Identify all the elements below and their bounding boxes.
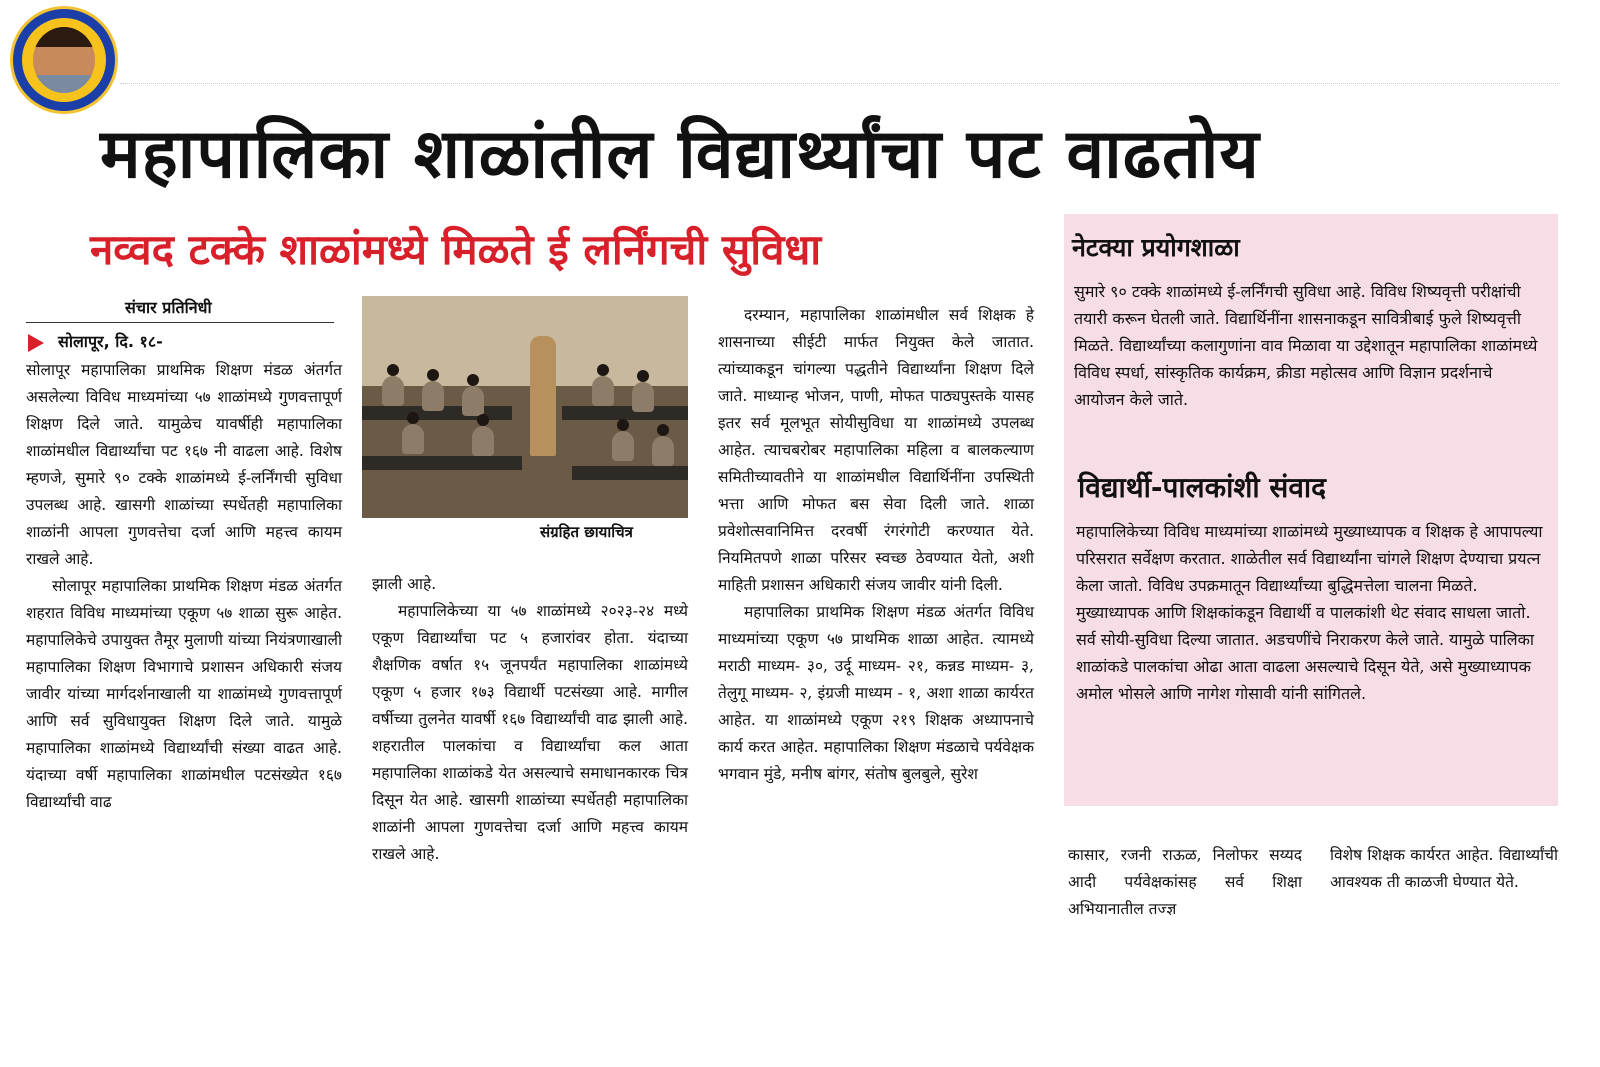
paragraph: झाली आहे. xyxy=(372,575,437,593)
photo-caption: संग्रहित छायाचित्र xyxy=(540,523,633,541)
article-column-1 xyxy=(26,357,342,816)
article-column-4 xyxy=(1068,842,1302,923)
paragraph: विशेष शिक्षक कार्यरत आहेत. विद्यार्थ्यांची आवश्यक ती काळजी घेण्यात येते. xyxy=(1330,846,1558,891)
top-divider xyxy=(120,83,1560,84)
headline: महापालिका शाळांतील विद्यार्थ्यांचा पट वाढतोय xyxy=(100,115,1260,194)
sidebar-title-dialogue: विद्यार्थी-पालकांशी संवाद xyxy=(1078,471,1327,504)
article-column-2 xyxy=(372,571,688,868)
classroom-photo xyxy=(362,296,688,518)
paragraph: सोलापूर महापालिका प्राथमिक शिक्षण मंडळ अंतर्गत असलेल्या विविध माध्यमांच्या ५७ शाळांमध्ये गुणवत्तापूर्ण शिक्षण दिले जाते. यामुळेच यावर्षीही महापालिका शाळांमधील विद्यार्थ्यांचा पट १६७ नी वाढला आहे. विशेष म्हणजे, सुमारे ९० टक्के शाळांमध्ये ई-लर्निंगची सुविधा उपलब्ध आहे. खासगी शाळांच्या स्पर्धेतही महापालिका शाळांनी आपला गुणवत्तेचा दर्जा आणि महत्त्व कायम राखले आहे. xyxy=(26,361,342,568)
byline-rule xyxy=(26,322,334,323)
dateline-wrap xyxy=(28,330,163,352)
author-logo-seal xyxy=(10,6,118,114)
paragraph: दरम्यान, महापालिका शाळांमधील सर्व शिक्षक हे शासनाच्या सीईटी मार्फत नियुक्त केले जातात. त्यांच्याकडून चांगल्या पद्धतीने विद्यार्थ्यांना शिक्षण दिले जाते. माध्यान्ह भोजन, पाणी, मोफत पाठ्यपुस्तके यासह इतर सर्व मूलभूत सोयीसुविधा या शाळांमध्ये उपलब्ध आहेत. त्याचबरोबर महापालिका महिला व बालकल्याण समितीच्यावतीने या शाळांमधील विद्यार्थिनींना उपस्थिती भत्ता आणि मोफत बस सेवा दिली जाते. शाळा प्रवेशोत्सवानिमित्त दरवर्षी रंगरंगोटी करण्यात येते. नियमितपणे शाळा परिसर स्वच्छ ठेवण्यात येतो, अशी माहिती प्रशासन अधिकारी संजय जावीर यांनी दिली. xyxy=(718,306,1034,594)
paragraph: महापालिकेच्या या ५७ शाळांमध्ये २०२३-२४ मध्ये एकूण विद्यार्थ्यांचा पट ५ हजारांवर होता. यंदाच्या शैक्षणिक वर्षात १५ जूनपर्यंत महापालिका शाळांमध्ये एकूण ५ हजार १७३ विद्यार्थी पटसंख्या आहे. मागील वर्षीच्या तुलनेत यावर्षी १६७ विद्यार्थ्यांची वाढ झाली आहे. शहरातील पालकांचा व विद्यार्थ्यांचा कल आता महापालिका शाळांकडे येत असल्याचे समाधानकारक चित्र दिसून येत आहे. खासगी शाळांच्या स्पर्धेतही महापालिका शाळांनी आपला गुणवत्तेचा दर्जा आणि महत्त्व कायम राखले आहे. xyxy=(372,602,688,863)
paragraph: कासार, रजनी राऊळ, निलोफर सय्यद आदी पर्यवेक्षकांसह सर्व शिक्षा अभियानातील तज्ज्ञ xyxy=(1068,846,1302,918)
paragraph: सोलापूर महापालिका प्राथमिक शिक्षण मंडळ अंतर्गत शहरात विविध माध्यमांच्या एकूण ५७ शाळा सुरू आहेत. महापालिकेचे उपायुक्त तैमूर मुलाणी यांच्या नियंत्रणाखाली महापालिका शिक्षण विभागाचे प्रशासन अधिकारी संजय जावीर यांच्या मार्गदर्शनाखाली या शाळांमध्ये गुणवत्तापूर्ण आणि सर्व सुविधायुक्त शिक्षण दिले जाते. यामुळे महापालिका शाळांमध्ये विद्यार्थ्यांची संख्या वाढत आहे. यंदाच्या वर्षी महापालिका शाळांमधील पटसंख्येत १६७ विद्यार्थ्यांची वाढ xyxy=(26,577,342,811)
sidebar-body-labs: सुमारे ९० टक्के शाळांमध्ये ई-लर्निंगची सुविधा आहे. विविध शिष्यवृत्ती परीक्षांची तयारी करून घेतली जाते. विद्यार्थिनींना शासनाकडून सावित्रीबाई फुले शिष्यवृत्ती मिळते. विद्यार्थ्यांच्या कलागुणांना वाव मिळावा या उद्देशातून महापालिका शाळांमध्ये विविध स्पर्धा, सांस्कृतिक कार्यक्रम, क्रीडा महोत्सव आणि विज्ञान प्रदर्शनाचे आयोजन केले जाते. xyxy=(1074,282,1538,409)
sidebar-body-dialogue: महापालिकेच्या विविध माध्यमांच्या शाळांमध्ये मुख्याध्यापक व शिक्षक हे आपापल्या परिसरात सर्वेक्षण करतात. शाळेतील सर्व विद्यार्थ्यांना चांगले शिक्षण देण्याचा प्रयत्न केला जातो. विविध उपक्रमातून विद्यार्थ्यांच्या बुद्धिमत्तेला चालना मिळते. मुख्याध्यापक आणि शिक्षकांकडून विद्यार्थी व पालकांशी थेट संवाद साधला जातो. सर्व सोयी-सुविधा दिल्या जातात. अडचणींचे निराकरण केले जाते. यामुळे पालिका शाळांकडे पालकांचा ओढा आता वाढला असल्याचे दिसून येते, असे मुख्याध्यापक अमोल भोसले आणि नागेश गोसावी यांनी सांगितले. xyxy=(1076,522,1543,703)
sidebar-title-labs: नेटक्या प्रयोगशाळा xyxy=(1072,233,1240,262)
subheadline: नव्वद टक्के शाळांमध्ये मिळते ई लर्निंगची सुविधा xyxy=(90,225,822,274)
red-triangle-icon xyxy=(28,334,44,352)
dateline: सोलापूर, दि. १८- xyxy=(58,332,163,351)
sidebar-box xyxy=(1064,214,1558,806)
paragraph: महापालिका प्राथमिक शिक्षण मंडळ अंतर्गत विविध माध्यमांच्या एकूण ५७ प्राथमिक शाळा आहेत. त्यामध्ये मराठी माध्यम- ३०, उर्दू माध्यम- २१, कन्नड माध्यम- ३, तेलुगू माध्यम- २, इंग्रजी माध्यम - १, अशा शाळा कार्यरत आहेत. या शाळांमध्ये एकूण २१९ शिक्षक अध्यापनाचे कार्य करत आहेत. महापालिका शिक्षण मंडळाचे पर्यवेक्षक भगवान मुंडे, मनीष बांगर, संतोष बुलबुले, सुरेश xyxy=(718,603,1034,783)
logo-portrait xyxy=(33,27,95,93)
article-column-3 xyxy=(718,302,1034,788)
byline: संचार प्रतिनिधी xyxy=(125,298,212,317)
article-column-5 xyxy=(1330,842,1558,896)
